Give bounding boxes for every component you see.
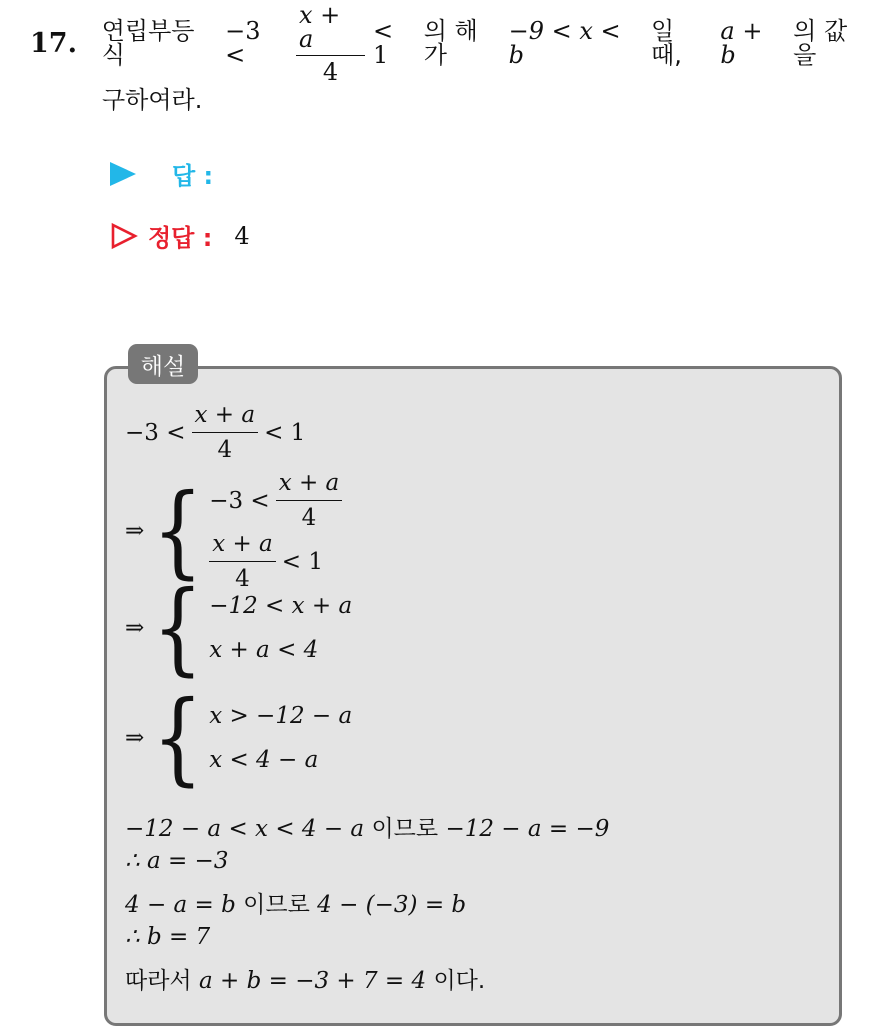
solution-step-4 [125,679,353,796]
target-expression: a + b [720,17,763,69]
line9-text: 따라서 [125,968,192,994]
implies-arrow: ⇒ [125,518,145,544]
solution-line-7 [125,886,466,919]
left-brace: { [152,569,204,686]
outline-triangle-icon [110,222,138,250]
correct-answer-value: 4 [234,221,250,250]
step2-row2-fraction [209,531,276,592]
problem-text-mid1: 의 해가 [423,17,478,69]
solution-step-3 [125,569,353,686]
answer-row [110,156,213,191]
line5-text: 이므로 [371,816,439,842]
line9-math: a + b = −3 + 7 = 4 [198,968,427,994]
step1-rhs: < 1 [264,419,306,446]
solution-step-1 [125,402,305,463]
problem-line-1 [30,0,870,86]
problem-text-mid2: 일 때, [651,17,682,69]
solution-line-6: ∴ a = −3 [125,848,229,874]
solution-line-5 [125,810,609,843]
implies-arrow: ⇒ [125,615,145,641]
implies-arrow: ⇒ [125,725,145,751]
step1-numerator: x + a [192,402,259,433]
fraction [296,0,365,86]
solution-tab: 해설 [128,344,198,384]
fraction-denominator: 4 [322,57,339,86]
step2-row2-numerator: x + a [209,531,276,562]
step2-row2-rhs: < 1 [281,548,323,575]
step1-denominator: 4 [217,437,233,463]
step2-row2-denominator: 4 [235,566,250,592]
problem-number: 17. [30,27,77,59]
problem-line-2: 구하여라. [102,86,203,114]
problem-text-mid3: 의 값을 [793,17,848,69]
solution-line-8: ∴ b = 7 [125,924,211,950]
step2-row1-lhs: −3 < [209,487,270,514]
correct-answer-row [110,218,250,253]
step3-row1: −12 < x + a [209,593,353,619]
step1-fraction [192,402,259,463]
step2-row1-denominator: 4 [301,505,317,531]
left-brace: { [152,472,204,589]
step1-lhs: −3 < [125,419,186,446]
inequality-rhs: < 1 [372,17,394,69]
problem [30,0,870,86]
step2-row1-fraction [276,470,343,531]
step3-row2: x + a < 4 [209,637,319,663]
left-brace: { [152,679,204,796]
problem-intro: 연립부등식 [101,17,195,69]
solution-box [104,366,842,1026]
play-icon [110,162,136,186]
line5-rhs: −12 − a = −9 [445,816,610,842]
fraction-numerator: x + a [296,3,365,56]
answer-label: 답 : [172,162,214,190]
line5-math: −12 − a < x < 4 − a [125,816,365,842]
line7-text: 이므로 [243,892,310,918]
solution-range: −9 < x < b [508,17,621,69]
step4-row1: x > −12 − a [209,703,353,729]
step2-row1-numerator: x + a [276,470,343,501]
inequality-lhs: −3 < [225,17,261,69]
correct-answer-label: 정답 : [148,224,213,252]
line7-rhs: 4 − (−3) = b [317,892,467,918]
line7-math: 4 − a = b [125,892,236,918]
solution-line-9 [125,962,485,995]
step4-row2: x < 4 − a [209,747,319,773]
line9-end: 이다. [433,968,486,994]
